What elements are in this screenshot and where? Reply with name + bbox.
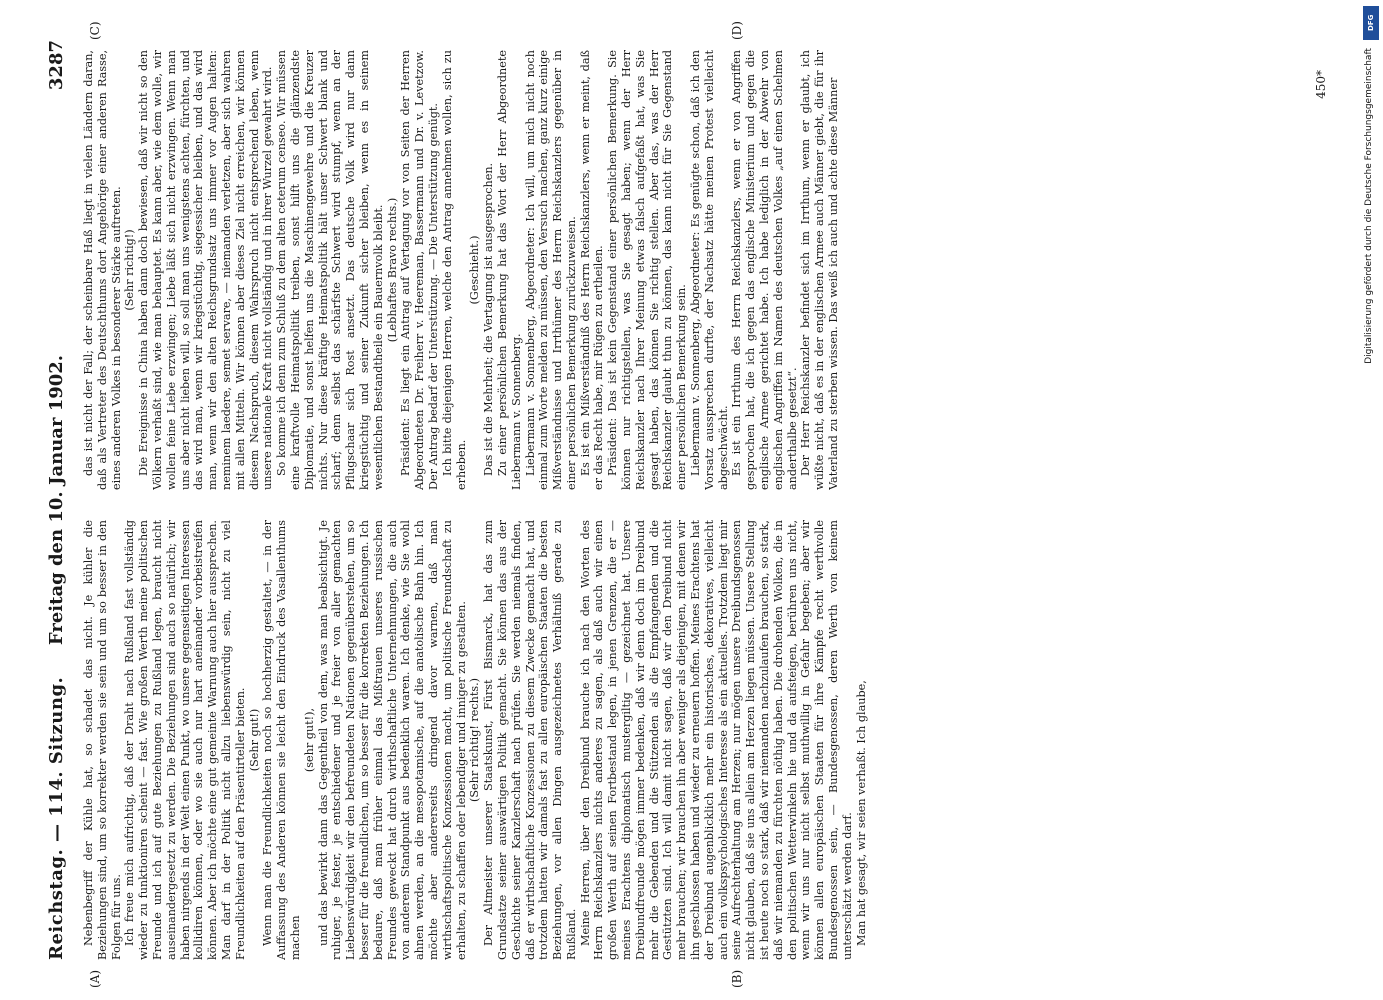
paragraph: Liebermann v. Sonnenberg, Abgeordneter: Es genügte schon, daß ich den Vorsatz aussprechen durfte, der Nachsatz hätte meinen Protest vielleicht abgeschwächt. (689, 50, 730, 490)
paragraph: Die Ereignisse in China haben dann doch bewiesen, daß wir nicht so den Völkern verhaßt sind, wie man behauptet. Es kann aber, wie dem wolle, wir wollen feine Liebe erzwingen; Liebe läßt sich nicht erzwingen. Wenn man uns aber nicht lieben will, so soll man uns wenigstens achten, fürchten, und das wird man, wenn wir kriegstüchtig, siegessicher bleiben, und das wird man, wenn wir den alten Reichsgrundsatz uns immer vor Augen halten: neminem laedere, semet servare, — niemanden verletzen, aber sich wahren mit allen Mitteln. Wir können aber dieses Ziel nicht erreichen, wir können diesem Nachspruch, diesem Wahrspruch nicht entsprechend leben, wenn unsere nationale Kraft nicht vollständig und in ihrer Wurzel gewahrt wird. (137, 50, 275, 490)
digitization-credit (1361, 4, 1381, 994)
paragraph: Es ist ein Mißverständniß des Herrn Reichskanzlers, wenn er meint, daß er das Recht habe, mir Rügen zu ertheilen. (578, 50, 606, 490)
credit-text: Digitalisierung gefördert durch die Deutsche Forschungsgemeinschaft (1364, 48, 1374, 364)
margin-mark-a: (A) (88, 969, 102, 988)
paragraph: Der Herr Reichskanzler befindet sich im Irrthum, wenn er glaubt, ich wüßte nicht, daß es in der englischen Armee auch Männer giebt, die für ihr Vaterland zu sterben wissen. Das weiß ich auch und achte diese Männer (799, 50, 841, 490)
paragraph: (Sehr richtig! rechts.) (468, 677, 482, 803)
paragraph: Präsident: Das ist kein Gegenstand einer persönlichen Bemerkung. Sie können nur richtigstellen, was Sie gesagt haben; wenn der Herr Reichskanzler nach Ihrer Meinung etwas falsch aufgefaßt hat, was Sie gesagt haben, das können Sie richtig stellen. Aber das, was der Herr Reichskanzler glaubt thun zu können, das kann nicht für Sie Gegenstand einer persönlichen Bemerkung sein. (606, 50, 689, 490)
paragraph: Ich freue mich aufrichtig, daß der Draht nach Rußland fast vollständig wieder zu funktioniren scheint — fast. Wie großen Werth meine politischen Freunde und ich auf gute Beziehungen zu Rußland legen, braucht nicht auseinandergesetzt zu werden. Die Beziehungen sind auch so natürlich; wir haben nirgends in der Welt einen Punkt, wo unsere gegenseitigen Interessen kollidiren können, oder wo sie auch nur hart aneinander vorbeistreifen können. Aber ich möchte eine gut gemeinte Warnung auch hier aussprechen. Man darf in der Politik nicht allzu liebenswürdig sein, nicht zu viel Freundlichkeiten auf den Präsentirteller bieten. (123, 520, 247, 960)
paragraph: (Geschieht.) (468, 235, 482, 305)
paragraph: Das ist die Mehrheit; die Vertagung ist ausgesprochen. (482, 162, 496, 476)
margin-mark-b: (B) (730, 969, 744, 988)
paragraph: Man hat gesagt, wir seien verhaßt. Ich glaube, (854, 680, 868, 946)
margin-mark-c: (C) (88, 21, 102, 40)
paragraph: Wenn man die Freundlichkeiten noch so hochherzig gestaltet, — in der Auffassung des Anderen können sie leicht den Eindruck des Vasallenthums machen (261, 520, 302, 960)
paragraph: und das bewirkt dann das Gegentheil von dem, was man beabsichtigt. Je ruhiger, je fester, je entschiedener und je freier von aller gemachten Liebenswürdigkeit wir den befreundeten Nationen gegenüberstehen, um so besser für die freundlichen, um so besser für die korrekten Beziehungen. Ich bedaure, daß man früher einmal das Mißtrauen unseres russischen Freundes geweckt hat durch wirthschaftliche Unternehmungen, die auch von anderem Standpunkt aus bedenklich waren. Ich denke, wie Sie wohl ahnen werden, an die mesopotamische, auf die anatolische Bahn hin. Ich möchte aber andererseits dringend davor warnen, daß man wirthschaftspolitische Konzessionen macht, um politische Freundschaft zu erhalten, zu schaffen oder lebendiger und inniger zu gestalten. (316, 520, 468, 960)
page-header (40, 40, 80, 960)
paragraph: (Sehr richtig!) (123, 229, 137, 311)
paragraph: (Sehr gut!) (247, 708, 261, 772)
left-column (82, 520, 1332, 960)
print-block (40, 21, 1340, 988)
paragraph: So komme ich denn zum Schluß zu dem alten ceterum censeo. Wir müssen eine kraftvolle Heimatspolitik treiben, sonst hilft uns die glänzendste Diplomatie, und sonst helfen uns die Maschinengewehre und die Kreuzer nichts. Nur diese kräftige Heimatspolitik hält unser Schwert blank und scharf; denn selbst das schärfste Schwert wird stumpf, wenn an der Pflugschaar sich Rost ansetzt. Das deutsche Volk wird nur dann kriegstüchtig und seiner Zukunft sicher bleiben, wenn es in seinem wesentlichen Bestandtheile ein Bauernvolk bleibt. (275, 50, 385, 490)
paragraph: Präsident: Es liegt ein Antrag auf Vertagung vor von Seiten der Herren Abgeordneten Dr. Freiherr v. Heereman, Bassermann und Dr. v. Levetzow. Der Antrag bedarf der Unterstützung. — Die Unterstützung genügt. (399, 50, 440, 490)
paragraph: Liebermann v. Sonnenberg, Abgeordneter: Ich will, um mich nicht noch einmal zum Worte melden zu müssen, den Versuch machen, ganz kurz einige Mißverständnisse und Irrthümer des Herrn Reichskanzlers gegenüber in einer persönlichen Bemerkung zurückzuweisen. (523, 50, 578, 490)
paragraph: das ist nicht der Fall; der scheinbare Haß liegt in vielen Ländern daran, daß als Vertreter des Deutschthums dort Angehörige einer anderen Rasse, eines anderen Volkes in besonderer Stärke auftreten. (82, 50, 123, 490)
paragraph: Es ist ein Irrthum des Herrn Reichskanzlers, wenn er von Angriffen gesprochen hat, die ich gegen das englische Ministerium und gegen die englische Armee gerichtet habe. Ich habe lediglich in der Abwehr von englischen Angriffen im Namen des deutschen Volkes „auf einen Schelmen anderthalbe gesetzt“. (730, 50, 799, 490)
paragraph: Der Altmeister unserer Staatskunst, Fürst Bismarck, hat das zum Grundsatze seiner auswärtigen Politik gemacht. Sie können das aus der Geschichte seiner Kanzlerschaft nach prüfen. Sie werden niemals finden, daß er wirthschaftliche Konzessionen zu diesem Zwecke gemacht hat, und trotzdem hatten wir damals fast zu allen europäischen Staaten die besten Beziehungen, vor allen Dingen ausgezeichnetes Verhältniß gerade zu Rußland. (482, 520, 578, 960)
paragraph: (Lebhaftes Bravo rechts.) (385, 197, 399, 343)
paragraph: Nebenbegriff der Kühle hat, so schadet das nicht. Je kühler die Beziehungen sind, um so korrekter werden sie sein und um so besser in den Folgen für uns. (82, 520, 123, 960)
page-number: 3287 (46, 40, 67, 91)
margin-mark-d: (D) (730, 21, 744, 40)
signature-number: 450* (1314, 70, 1328, 99)
paragraph: (sehr gut!), (302, 707, 316, 773)
paragraph: Ich bitte diejenigen Herren, welche den Antrag annehmen wollen, sich zu erheben. (440, 50, 468, 490)
paragraph: Zu einer persönlichen Bemerkung hat das Wort der Herr Abgeordnete Liebermann v. Sonnenberg. (495, 50, 523, 490)
header-title: Reichstag. — 114. Sitzung. (46, 676, 67, 960)
dfg-logo: DFG (1363, 6, 1379, 40)
paragraph: Meine Herren, über den Dreibund brauche ich nach den Worten des Herrn Reichskanzlers nichts anderes zu sagen, als daß auch wir einen großen Werth auf seinen Fortbestand legen, in jenen Grenzen, die er — meines Erachtens diplomatisch mustergiltig — gezeichnet hat. Unsere Dreibundfreunde mögen immer bedenken, daß wir denn doch im Dreibund mehr die Gebenden und die Stützenden als die Empfangenden und die Gestützten sind. Ich will damit nicht sagen, daß wir den Dreibund nicht mehr brauchen; wir brauchen ihn aber weniger als diejenigen, mit denen wir ihn geschlossen haben und wieder zu erneuern hoffen. Meines Erachtens hat der Dreibund augenblicklich mehr ein historisches, dekoratives, vielleicht auch ein volkspsychologisches Interesse als ein aktuelles. Trotzdem liegt mir seine Aufrechterhaltung am Herzen; nur mögen unsere Dreibundsgenossen nicht glauben, daß sie uns allein am Herzen liegen müssen. Unsere Stellung ist heute noch so stark, daß wir niemanden nachzulaufen brauchen, so stark, daß wir niemanden zu fürchten nöthig haben. Die drohenden Wolken, die in den politischen Wetterwinkeln hie und da aufsteigen, berühren uns nicht, wenn wir uns nur nicht selbst muthwillig in Gefahr begeben; aber wir können allen europäischen Staaten für ihre Kämpfe recht werthvolle Bundesgenossen sein, — Bundesgenossen, deren Werth von keinem unterschätzt werden darf. (578, 520, 854, 960)
header-date: Freitag den 10. Januar 1902. (46, 354, 67, 646)
right-column (82, 50, 1332, 490)
